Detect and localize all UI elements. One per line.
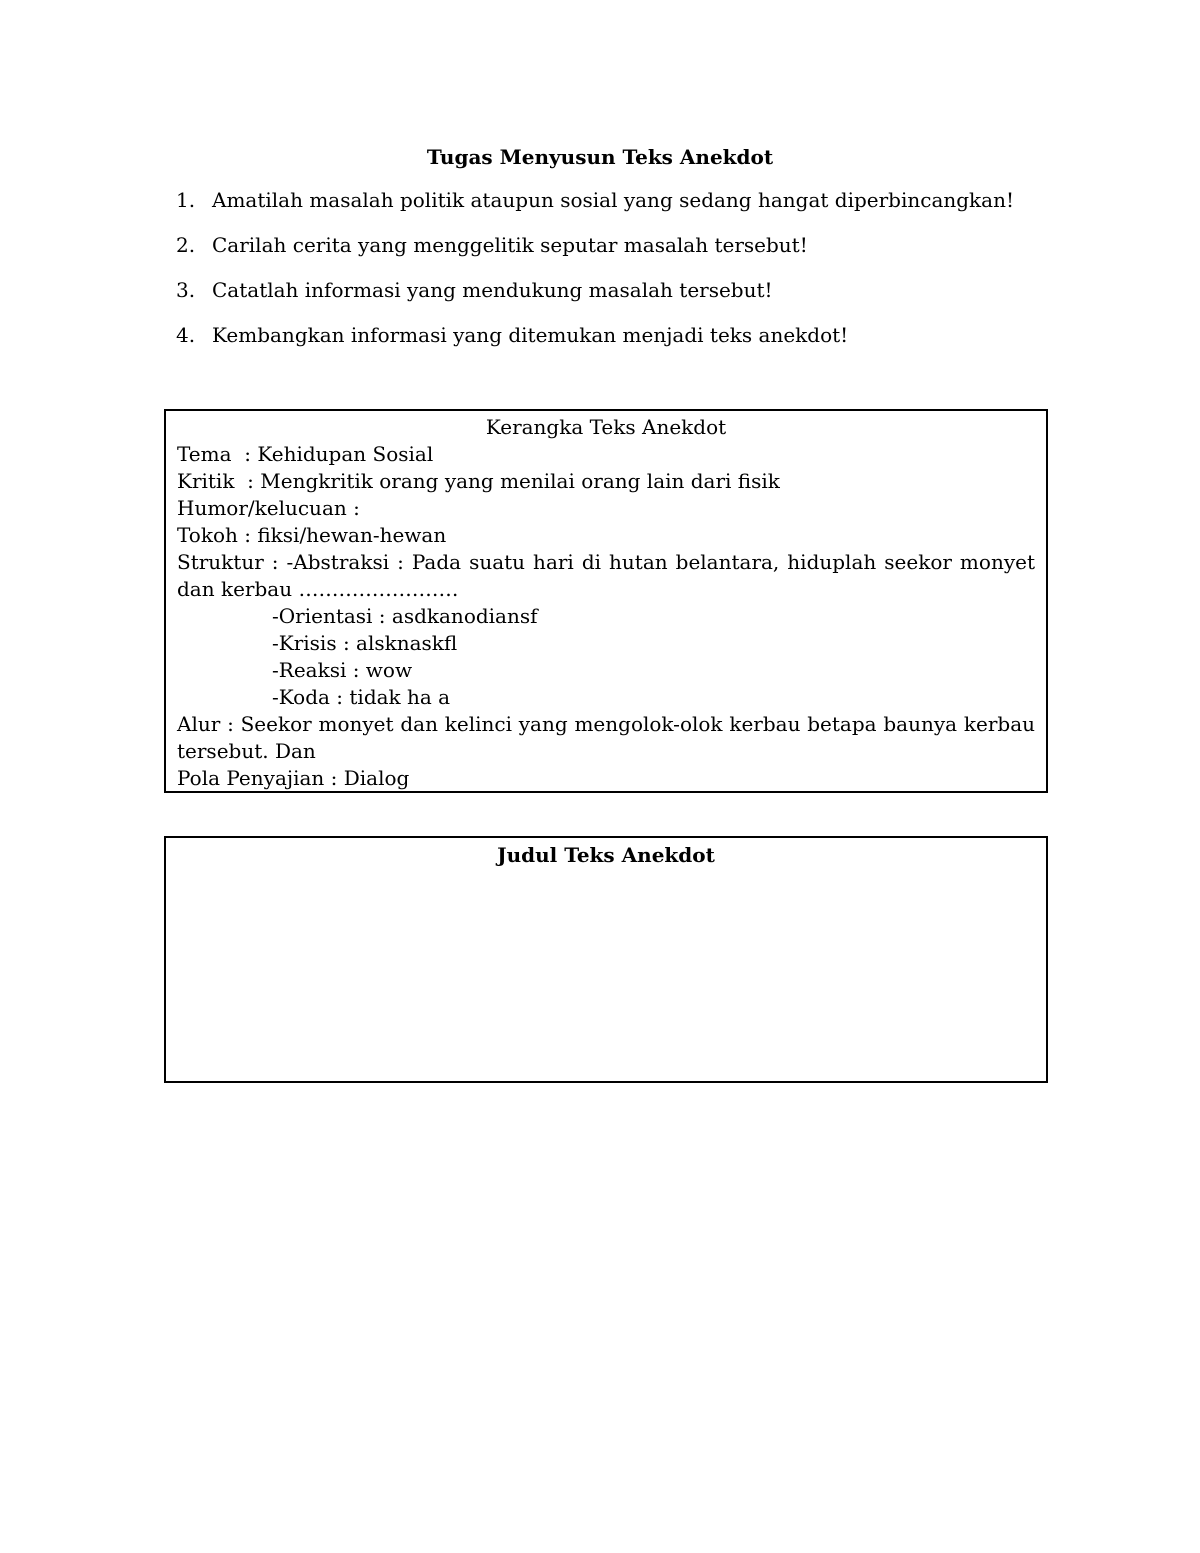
kerangka-struktur: Struktur : -Abstraksi : Pada suatu hari di hutan belantara, hiduplah seekor monyet dan kerbau ……………………: [177, 550, 1035, 601]
kerangka-tokoh: Tokoh : fiksi/hewan-hewan: [177, 523, 447, 547]
kerangka-alur: Alur : Seekor monyet dan kelinci yang mengolok-olok kerbau betapa baunya kerbau tersebut. Dan: [177, 712, 1035, 763]
list-number: 3.: [176, 278, 196, 302]
page-title: Tugas Menyusun Teks Anekdot: [426, 145, 774, 169]
list-number: 2.: [176, 233, 196, 257]
list-item: [176, 231, 1014, 259]
kerangka-tema: Tema : Kehidupan Sosial: [177, 442, 434, 466]
list-number: 4.: [176, 323, 196, 347]
kerangka-pola: Pola Penyajian : Dialog: [177, 766, 410, 790]
kerangka-reaksi: -Reaksi : wow: [272, 658, 413, 682]
kerangka-heading: Kerangka Teks Anekdot: [485, 415, 727, 439]
kerangka-koda: -Koda : tidak ha a: [272, 685, 451, 709]
judul-heading: Judul Teks Anekdot: [497, 843, 715, 867]
list-text: Carilah cerita yang menggelitik seputar masalah tersebut!: [212, 233, 808, 257]
list-text: Amatilah masalah politik ataupun sosial yang sedang hangat diperbincangkan!: [212, 188, 1015, 212]
list-item: [176, 321, 1014, 349]
kerangka-kritik: Kritik : Mengkritik orang yang menilai orang lain dari fisik: [177, 469, 780, 493]
kerangka-orientasi: -Orientasi : asdkanodiansf: [272, 604, 538, 628]
list-item: [176, 186, 1014, 214]
kerangka-humor: Humor/kelucuan :: [177, 496, 360, 520]
list-number: 1.: [176, 188, 196, 212]
kerangka-box: [164, 409, 1048, 793]
judul-box: [164, 836, 1048, 1083]
task-list: [176, 186, 1014, 366]
kerangka-krisis: -Krisis : alsknaskfl: [272, 631, 458, 655]
list-text: Kembangkan informasi yang ditemukan menjadi teks anekdot!: [212, 323, 849, 347]
list-item: [176, 276, 1014, 304]
list-text: Catatlah informasi yang mendukung masalah tersebut!: [212, 278, 773, 302]
